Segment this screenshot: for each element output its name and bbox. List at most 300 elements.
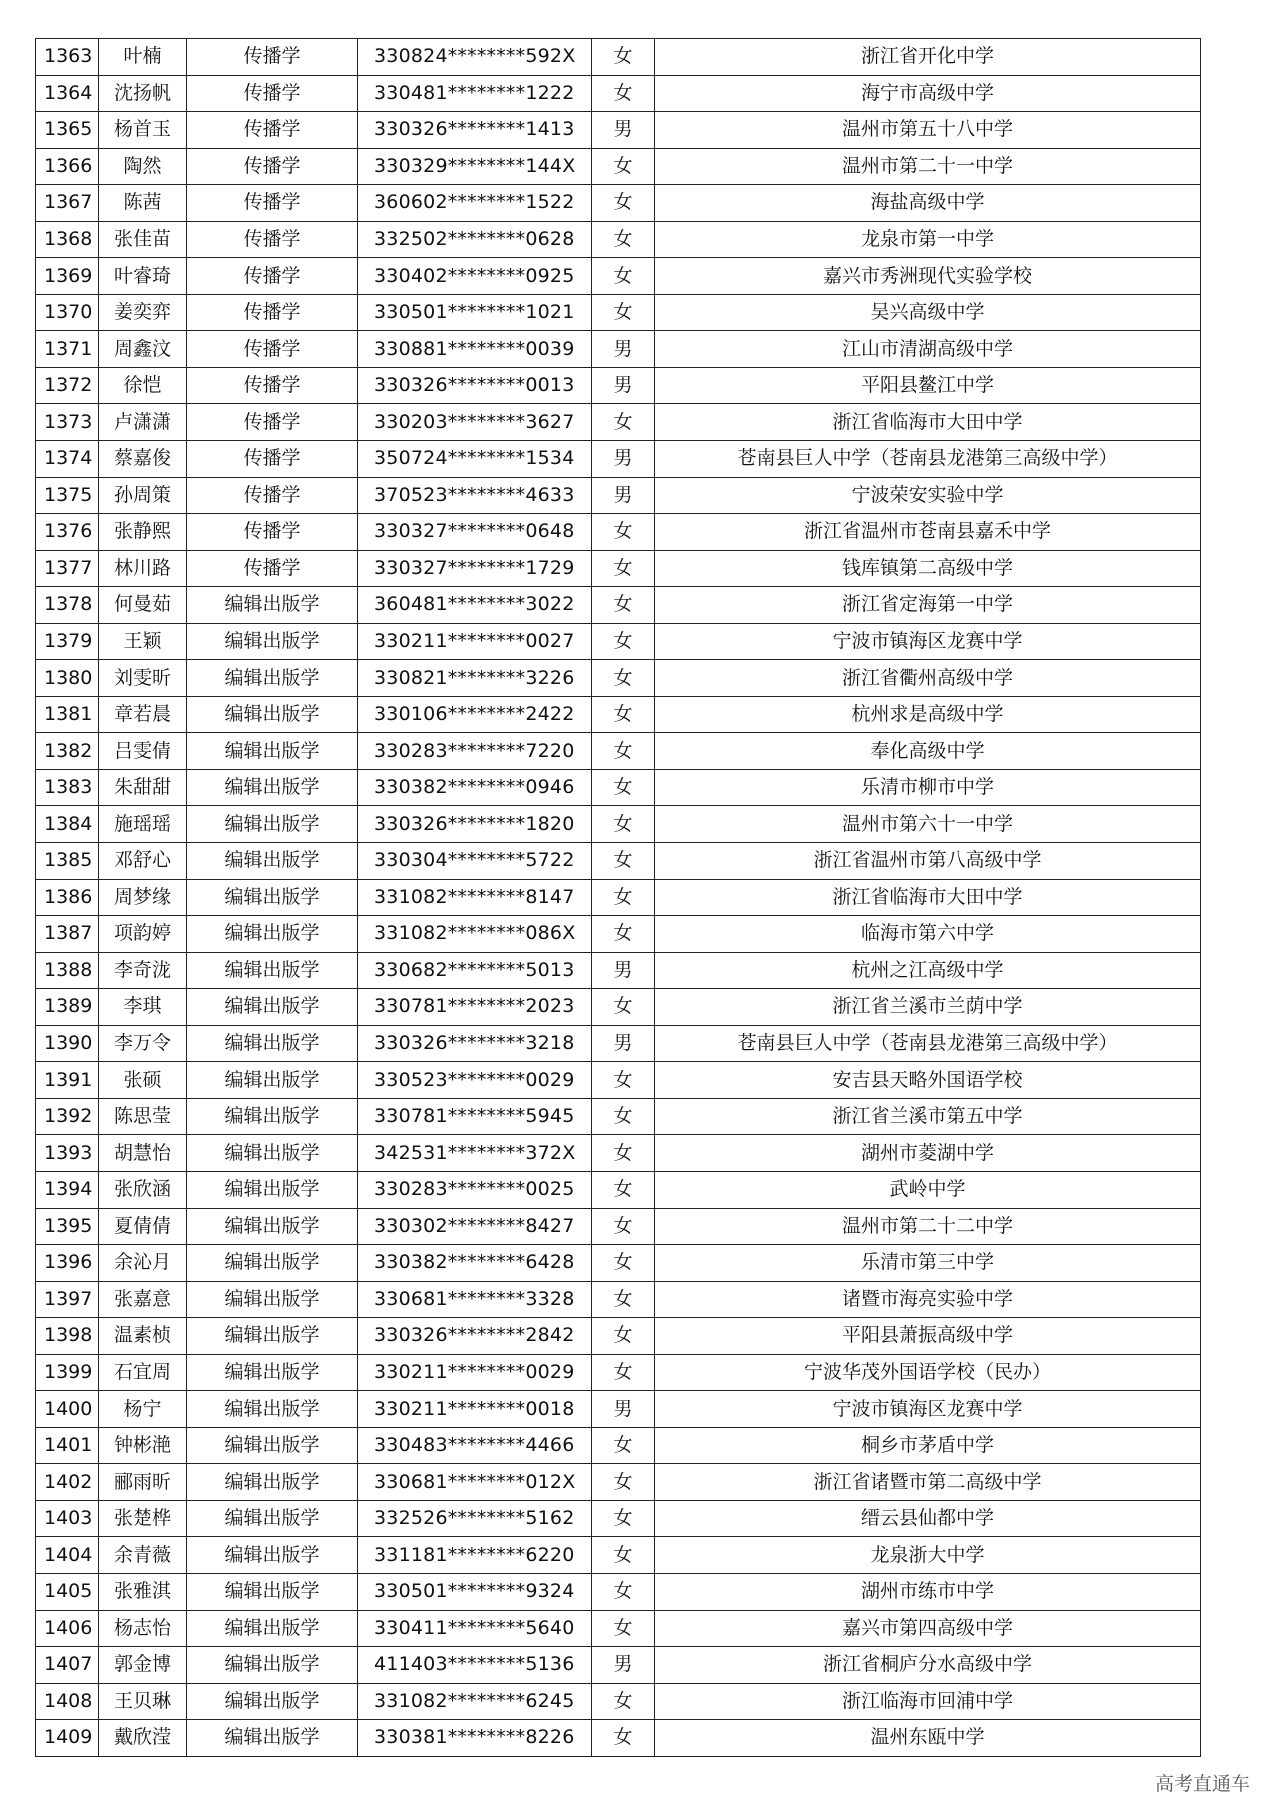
- major-cell: 传播学: [187, 514, 358, 551]
- major-cell: 编辑出版学: [187, 952, 358, 989]
- table-row: [36, 1135, 1201, 1172]
- gender-cell: 女: [592, 75, 655, 112]
- table-row: [36, 1647, 1201, 1684]
- name-cell: 项韵婷: [99, 916, 187, 953]
- major-cell: 编辑出版学: [187, 1208, 358, 1245]
- gender-cell: 女: [592, 1318, 655, 1355]
- name-cell: 沈扬帆: [99, 75, 187, 112]
- name-cell: 张欣涵: [99, 1171, 187, 1208]
- id-number-cell: 330411********5640: [358, 1610, 592, 1647]
- school-cell: 浙江省兰溪市第五中学: [655, 1098, 1201, 1135]
- gender-cell: 女: [592, 550, 655, 587]
- table-row: [36, 185, 1201, 222]
- gender-cell: 女: [592, 879, 655, 916]
- serial-cell: 1363: [36, 39, 99, 76]
- gender-cell: 女: [592, 1537, 655, 1574]
- table-row: [36, 1391, 1201, 1428]
- name-cell: 孙周策: [99, 477, 187, 514]
- watermark-text: 高考直通车: [1154, 1773, 1250, 1795]
- gender-cell: 女: [592, 1245, 655, 1282]
- school-cell: 浙江省临海市大田中学: [655, 404, 1201, 441]
- major-cell: 编辑出版学: [187, 1537, 358, 1574]
- id-number-cell: 330211********0027: [358, 623, 592, 660]
- gender-cell: 男: [592, 952, 655, 989]
- gender-cell: 女: [592, 733, 655, 770]
- id-number-cell: 330326********2842: [358, 1318, 592, 1355]
- table-row: [36, 221, 1201, 258]
- gender-cell: 女: [592, 1354, 655, 1391]
- school-cell: 浙江省温州市第八高级中学: [655, 843, 1201, 880]
- id-number-cell: 331082********6245: [358, 1683, 592, 1720]
- id-number-cell: 330326********0013: [358, 367, 592, 404]
- serial-cell: 1405: [36, 1573, 99, 1610]
- serial-cell: 1399: [36, 1354, 99, 1391]
- school-cell: 吴兴高级中学: [655, 294, 1201, 331]
- name-cell: 张硕: [99, 1062, 187, 1099]
- id-number-cell: 330211********0029: [358, 1354, 592, 1391]
- major-cell: 传播学: [187, 477, 358, 514]
- name-cell: 邓舒心: [99, 843, 187, 880]
- table-row: [36, 587, 1201, 624]
- major-cell: 编辑出版学: [187, 1135, 358, 1172]
- id-number-cell: 360481********3022: [358, 587, 592, 624]
- major-cell: 编辑出版学: [187, 879, 358, 916]
- id-number-cell: 330326********3218: [358, 1025, 592, 1062]
- serial-cell: 1401: [36, 1427, 99, 1464]
- id-number-cell: 330283********7220: [358, 733, 592, 770]
- name-cell: 张雅淇: [99, 1573, 187, 1610]
- serial-cell: 1368: [36, 221, 99, 258]
- major-cell: 传播学: [187, 331, 358, 368]
- id-number-cell: 330381********8226: [358, 1720, 592, 1757]
- serial-cell: 1406: [36, 1610, 99, 1647]
- major-cell: 编辑出版学: [187, 733, 358, 770]
- gender-cell: 女: [592, 148, 655, 185]
- name-cell: 朱甜甜: [99, 769, 187, 806]
- serial-cell: 1392: [36, 1098, 99, 1135]
- table-row: [36, 1062, 1201, 1099]
- table-row: [36, 1500, 1201, 1537]
- name-cell: 叶楠: [99, 39, 187, 76]
- school-cell: 苍南县巨人中学（苍南县龙港第三高级中学）: [655, 441, 1201, 478]
- major-cell: 编辑出版学: [187, 1098, 358, 1135]
- admission-table: [35, 38, 1201, 1757]
- gender-cell: 女: [592, 1208, 655, 1245]
- serial-cell: 1365: [36, 112, 99, 149]
- school-cell: 嘉兴市第四高级中学: [655, 1610, 1201, 1647]
- table-row: [36, 1610, 1201, 1647]
- major-cell: 编辑出版学: [187, 696, 358, 733]
- table-row: [36, 331, 1201, 368]
- table-row: [36, 1573, 1201, 1610]
- school-cell: 海盐高级中学: [655, 185, 1201, 222]
- major-cell: 编辑出版学: [187, 1683, 358, 1720]
- school-cell: 浙江省临海市大田中学: [655, 879, 1201, 916]
- serial-cell: 1374: [36, 441, 99, 478]
- school-cell: 湖州市菱湖中学: [655, 1135, 1201, 1172]
- major-cell: 传播学: [187, 75, 358, 112]
- serial-cell: 1372: [36, 367, 99, 404]
- admission-list: [35, 38, 1200, 1757]
- id-number-cell: 370523********4633: [358, 477, 592, 514]
- name-cell: 李琪: [99, 989, 187, 1026]
- school-cell: 温州市第六十一中学: [655, 806, 1201, 843]
- id-number-cell: 331082********8147: [358, 879, 592, 916]
- gender-cell: 男: [592, 331, 655, 368]
- table-row: [36, 952, 1201, 989]
- major-cell: 编辑出版学: [187, 1245, 358, 1282]
- gender-cell: 女: [592, 185, 655, 222]
- name-cell: 温素桢: [99, 1318, 187, 1355]
- school-cell: 乐清市第三中学: [655, 1245, 1201, 1282]
- name-cell: 李万令: [99, 1025, 187, 1062]
- table-row: [36, 1281, 1201, 1318]
- serial-cell: 1384: [36, 806, 99, 843]
- gender-cell: 女: [592, 514, 655, 551]
- table-row: [36, 75, 1201, 112]
- id-number-cell: 330326********1820: [358, 806, 592, 843]
- gender-cell: 男: [592, 477, 655, 514]
- major-cell: 编辑出版学: [187, 587, 358, 624]
- name-cell: 李奇泷: [99, 952, 187, 989]
- school-cell: 平阳县萧振高级中学: [655, 1318, 1201, 1355]
- serial-cell: 1375: [36, 477, 99, 514]
- name-cell: 王贝琳: [99, 1683, 187, 1720]
- table-row: [36, 1427, 1201, 1464]
- serial-cell: 1377: [36, 550, 99, 587]
- gender-cell: 女: [592, 404, 655, 441]
- gender-cell: 女: [592, 294, 655, 331]
- serial-cell: 1383: [36, 769, 99, 806]
- name-cell: 卢潇潇: [99, 404, 187, 441]
- major-cell: 传播学: [187, 550, 358, 587]
- name-cell: 陈茜: [99, 185, 187, 222]
- major-cell: 编辑出版学: [187, 1573, 358, 1610]
- school-cell: 杭州求是高级中学: [655, 696, 1201, 733]
- school-cell: 浙江省定海第一中学: [655, 587, 1201, 624]
- gender-cell: 女: [592, 1464, 655, 1501]
- school-cell: 湖州市练市中学: [655, 1573, 1201, 1610]
- id-number-cell: 330681********3328: [358, 1281, 592, 1318]
- table-row: [36, 989, 1201, 1026]
- major-cell: 编辑出版学: [187, 623, 358, 660]
- major-cell: 传播学: [187, 258, 358, 295]
- serial-cell: 1398: [36, 1318, 99, 1355]
- major-cell: 传播学: [187, 185, 358, 222]
- gender-cell: 女: [592, 806, 655, 843]
- major-cell: 编辑出版学: [187, 1281, 358, 1318]
- name-cell: 施瑶瑶: [99, 806, 187, 843]
- id-number-cell: 360602********1522: [358, 185, 592, 222]
- gender-cell: 男: [592, 1647, 655, 1684]
- major-cell: 传播学: [187, 112, 358, 149]
- school-cell: 龙泉浙大中学: [655, 1537, 1201, 1574]
- name-cell: 胡慧怡: [99, 1135, 187, 1172]
- gender-cell: 女: [592, 258, 655, 295]
- gender-cell: 女: [592, 39, 655, 76]
- gender-cell: 女: [592, 843, 655, 880]
- id-number-cell: 331181********6220: [358, 1537, 592, 1574]
- id-number-cell: 411403********5136: [358, 1647, 592, 1684]
- major-cell: 编辑出版学: [187, 1354, 358, 1391]
- major-cell: 传播学: [187, 148, 358, 185]
- id-number-cell: 330402********0925: [358, 258, 592, 295]
- gender-cell: 女: [592, 989, 655, 1026]
- major-cell: 编辑出版学: [187, 1647, 358, 1684]
- school-cell: 缙云县仙都中学: [655, 1500, 1201, 1537]
- major-cell: 编辑出版学: [187, 843, 358, 880]
- school-cell: 浙江省桐庐分水高级中学: [655, 1647, 1201, 1684]
- school-cell: 温州市第二十一中学: [655, 148, 1201, 185]
- table-row: [36, 39, 1201, 76]
- school-cell: 浙江省诸暨市第二高级中学: [655, 1464, 1201, 1501]
- table-row: [36, 916, 1201, 953]
- major-cell: 传播学: [187, 441, 358, 478]
- table-row: [36, 1720, 1201, 1757]
- name-cell: 王颖: [99, 623, 187, 660]
- table-row: [36, 1208, 1201, 1245]
- major-cell: 编辑出版学: [187, 1171, 358, 1208]
- id-number-cell: 330106********2422: [358, 696, 592, 733]
- gender-cell: 女: [592, 769, 655, 806]
- major-cell: 编辑出版学: [187, 1610, 358, 1647]
- major-cell: 编辑出版学: [187, 1318, 358, 1355]
- gender-cell: 男: [592, 441, 655, 478]
- serial-cell: 1382: [36, 733, 99, 770]
- table-row: [36, 733, 1201, 770]
- name-cell: 石宜周: [99, 1354, 187, 1391]
- school-cell: 武岭中学: [655, 1171, 1201, 1208]
- major-cell: 编辑出版学: [187, 1391, 358, 1428]
- table-row: [36, 696, 1201, 733]
- id-number-cell: 330481********1222: [358, 75, 592, 112]
- gender-cell: 女: [592, 1720, 655, 1757]
- id-number-cell: 330382********6428: [358, 1245, 592, 1282]
- id-number-cell: 330781********2023: [358, 989, 592, 1026]
- school-cell: 浙江省温州市苍南县嘉禾中学: [655, 514, 1201, 551]
- major-cell: 编辑出版学: [187, 1427, 358, 1464]
- gender-cell: 女: [592, 587, 655, 624]
- serial-cell: 1366: [36, 148, 99, 185]
- table-row: [36, 1464, 1201, 1501]
- school-cell: 海宁市高级中学: [655, 75, 1201, 112]
- name-cell: 林川路: [99, 550, 187, 587]
- table-row: [36, 1354, 1201, 1391]
- table-row: [36, 769, 1201, 806]
- major-cell: 传播学: [187, 404, 358, 441]
- major-cell: 编辑出版学: [187, 769, 358, 806]
- major-cell: 编辑出版学: [187, 916, 358, 953]
- school-cell: 乐清市柳市中学: [655, 769, 1201, 806]
- serial-cell: 1391: [36, 1062, 99, 1099]
- name-cell: 张楚桦: [99, 1500, 187, 1537]
- id-number-cell: 330781********5945: [358, 1098, 592, 1135]
- school-cell: 宁波华茂外国语学校（民办）: [655, 1354, 1201, 1391]
- major-cell: 编辑出版学: [187, 1464, 358, 1501]
- id-number-cell: 330329********144X: [358, 148, 592, 185]
- name-cell: 章若晨: [99, 696, 187, 733]
- table-row: [36, 1025, 1201, 1062]
- id-number-cell: 330483********4466: [358, 1427, 592, 1464]
- table-row: [36, 258, 1201, 295]
- name-cell: 姜奕弈: [99, 294, 187, 331]
- table-row: [36, 112, 1201, 149]
- table-row: [36, 477, 1201, 514]
- table-row: [36, 1318, 1201, 1355]
- serial-cell: 1408: [36, 1683, 99, 1720]
- name-cell: 吕雯倩: [99, 733, 187, 770]
- serial-cell: 1395: [36, 1208, 99, 1245]
- id-number-cell: 330821********3226: [358, 660, 592, 697]
- gender-cell: 男: [592, 1025, 655, 1062]
- table-body: [36, 39, 1201, 1757]
- id-number-cell: 330681********012X: [358, 1464, 592, 1501]
- name-cell: 郭金博: [99, 1647, 187, 1684]
- name-cell: 郦雨昕: [99, 1464, 187, 1501]
- serial-cell: 1379: [36, 623, 99, 660]
- serial-cell: 1387: [36, 916, 99, 953]
- name-cell: 周鑫汶: [99, 331, 187, 368]
- id-number-cell: 342531********372X: [358, 1135, 592, 1172]
- school-cell: 浙江省衢州高级中学: [655, 660, 1201, 697]
- major-cell: 编辑出版学: [187, 989, 358, 1026]
- serial-cell: 1396: [36, 1245, 99, 1282]
- major-cell: 编辑出版学: [187, 806, 358, 843]
- gender-cell: 女: [592, 623, 655, 660]
- id-number-cell: 330283********0025: [358, 1171, 592, 1208]
- table-row: [36, 1245, 1201, 1282]
- name-cell: 陈思莹: [99, 1098, 187, 1135]
- serial-cell: 1403: [36, 1500, 99, 1537]
- id-number-cell: 330304********5722: [358, 843, 592, 880]
- id-number-cell: 330501********1021: [358, 294, 592, 331]
- id-number-cell: 330326********1413: [358, 112, 592, 149]
- school-cell: 平阳县鳌江中学: [655, 367, 1201, 404]
- gender-cell: 女: [592, 1281, 655, 1318]
- school-cell: 诸暨市海亮实验中学: [655, 1281, 1201, 1318]
- table-row: [36, 660, 1201, 697]
- table-row: [36, 148, 1201, 185]
- name-cell: 张嘉意: [99, 1281, 187, 1318]
- serial-cell: 1369: [36, 258, 99, 295]
- id-number-cell: 330523********0029: [358, 1062, 592, 1099]
- serial-cell: 1394: [36, 1171, 99, 1208]
- major-cell: 传播学: [187, 221, 358, 258]
- id-number-cell: 330382********0946: [358, 769, 592, 806]
- gender-cell: 女: [592, 1098, 655, 1135]
- table-row: [36, 1098, 1201, 1135]
- name-cell: 周梦缘: [99, 879, 187, 916]
- serial-cell: 1397: [36, 1281, 99, 1318]
- school-cell: 临海市第六中学: [655, 916, 1201, 953]
- major-cell: 编辑出版学: [187, 660, 358, 697]
- serial-cell: 1409: [36, 1720, 99, 1757]
- id-number-cell: 330327********0648: [358, 514, 592, 551]
- name-cell: 余沁月: [99, 1245, 187, 1282]
- id-number-cell: 330501********9324: [358, 1573, 592, 1610]
- name-cell: 戴欣滢: [99, 1720, 187, 1757]
- major-cell: 传播学: [187, 367, 358, 404]
- name-cell: 陶然: [99, 148, 187, 185]
- school-cell: 桐乡市茅盾中学: [655, 1427, 1201, 1464]
- serial-cell: 1376: [36, 514, 99, 551]
- school-cell: 奉化高级中学: [655, 733, 1201, 770]
- id-number-cell: 332526********5162: [358, 1500, 592, 1537]
- serial-cell: 1373: [36, 404, 99, 441]
- school-cell: 钱库镇第二高级中学: [655, 550, 1201, 587]
- table-row: [36, 1171, 1201, 1208]
- major-cell: 编辑出版学: [187, 1500, 358, 1537]
- name-cell: 杨志怡: [99, 1610, 187, 1647]
- table-row: [36, 879, 1201, 916]
- gender-cell: 女: [592, 221, 655, 258]
- id-number-cell: 330302********8427: [358, 1208, 592, 1245]
- table-row: [36, 294, 1201, 331]
- serial-cell: 1389: [36, 989, 99, 1026]
- name-cell: 余青薇: [99, 1537, 187, 1574]
- table-row: [36, 843, 1201, 880]
- school-cell: 浙江省兰溪市兰荫中学: [655, 989, 1201, 1026]
- table-row: [36, 1537, 1201, 1574]
- school-cell: 安吉县天略外国语学校: [655, 1062, 1201, 1099]
- serial-cell: 1385: [36, 843, 99, 880]
- serial-cell: 1381: [36, 696, 99, 733]
- table-row: [36, 623, 1201, 660]
- id-number-cell: 331082********086X: [358, 916, 592, 953]
- school-cell: 宁波市镇海区龙赛中学: [655, 1391, 1201, 1428]
- id-number-cell: 330824********592X: [358, 39, 592, 76]
- table-row: [36, 806, 1201, 843]
- name-cell: 蔡嘉俊: [99, 441, 187, 478]
- table-row: [36, 1683, 1201, 1720]
- gender-cell: 女: [592, 1573, 655, 1610]
- table-row: [36, 404, 1201, 441]
- id-number-cell: 350724********1534: [358, 441, 592, 478]
- gender-cell: 女: [592, 916, 655, 953]
- major-cell: 编辑出版学: [187, 1720, 358, 1757]
- name-cell: 杨宁: [99, 1391, 187, 1428]
- gender-cell: 男: [592, 367, 655, 404]
- serial-cell: 1380: [36, 660, 99, 697]
- table-row: [36, 367, 1201, 404]
- serial-cell: 1367: [36, 185, 99, 222]
- school-cell: 宁波市镇海区龙赛中学: [655, 623, 1201, 660]
- school-cell: 温州市第二十二中学: [655, 1208, 1201, 1245]
- gender-cell: 女: [592, 1062, 655, 1099]
- gender-cell: 女: [592, 660, 655, 697]
- name-cell: 夏倩倩: [99, 1208, 187, 1245]
- school-cell: 温州东瓯中学: [655, 1720, 1201, 1757]
- name-cell: 何曼茹: [99, 587, 187, 624]
- gender-cell: 女: [592, 696, 655, 733]
- gender-cell: 女: [592, 1500, 655, 1537]
- gender-cell: 女: [592, 1427, 655, 1464]
- serial-cell: 1364: [36, 75, 99, 112]
- gender-cell: 女: [592, 1683, 655, 1720]
- school-cell: 杭州之江高级中学: [655, 952, 1201, 989]
- major-cell: 编辑出版学: [187, 1025, 358, 1062]
- school-cell: 宁波荣安实验中学: [655, 477, 1201, 514]
- table-row: [36, 514, 1201, 551]
- gender-cell: 男: [592, 1391, 655, 1428]
- serial-cell: 1388: [36, 952, 99, 989]
- serial-cell: 1390: [36, 1025, 99, 1062]
- name-cell: 杨首玉: [99, 112, 187, 149]
- serial-cell: 1404: [36, 1537, 99, 1574]
- name-cell: 张静熙: [99, 514, 187, 551]
- name-cell: 钟彬滟: [99, 1427, 187, 1464]
- school-cell: 浙江省开化中学: [655, 39, 1201, 76]
